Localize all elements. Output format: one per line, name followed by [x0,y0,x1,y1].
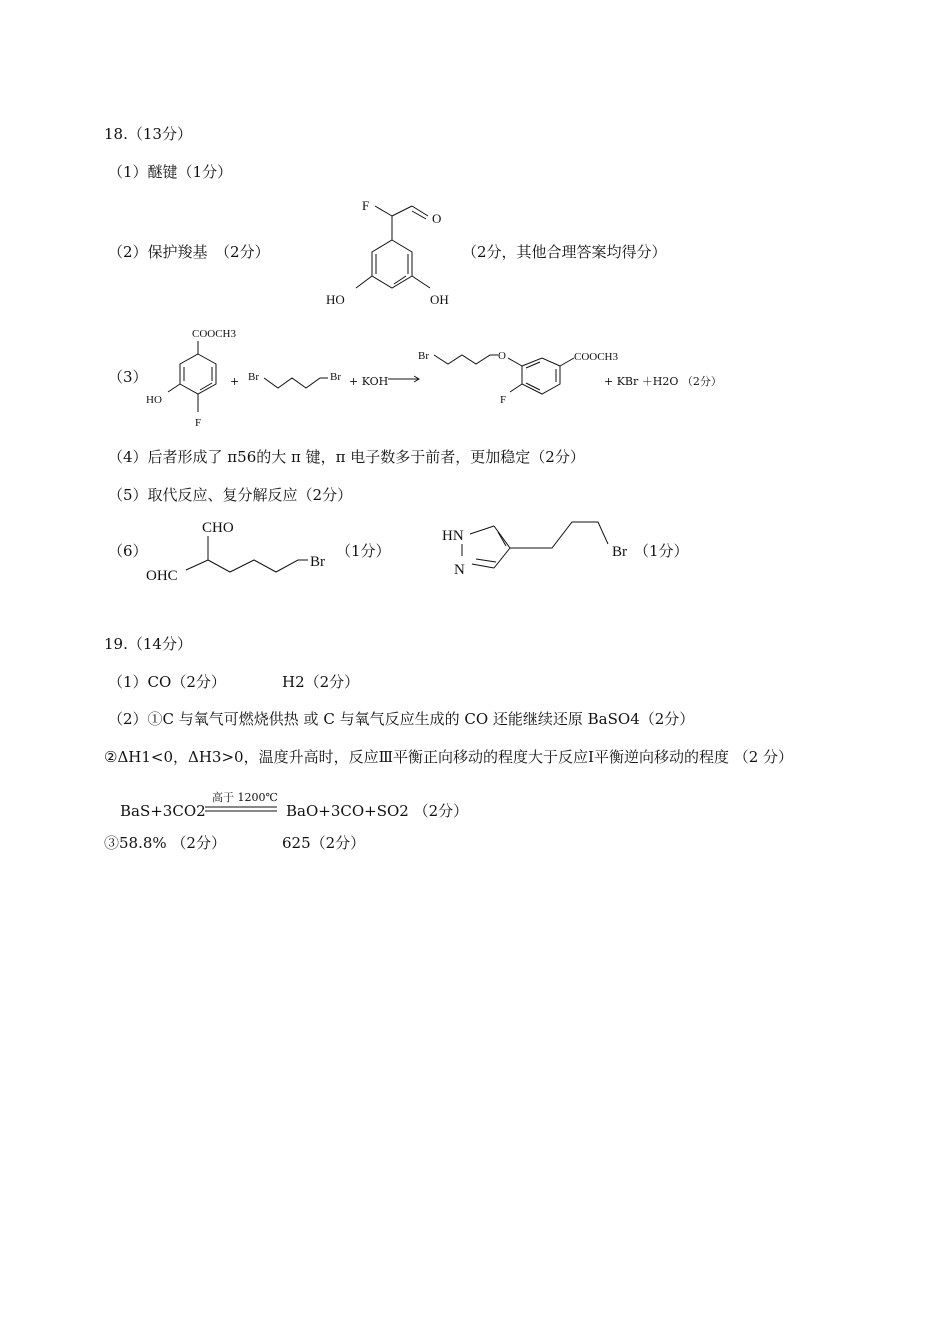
atom-oh: OH [430,292,449,307]
group-cooch3: COOCH3 [574,351,619,363]
q19-answer-3b: 625（2分） [282,834,366,852]
atom-br-2: Br [330,371,341,383]
q18-answer-5: （5）取代反应、复分解反应（2分） [108,486,353,504]
q18-header: 18.（13分） [104,125,192,143]
q18-answer-3-label: （3） [108,368,148,386]
q19-answer-2b: ②ΔH1<0，ΔH3>0，温度升高时，反应Ⅲ平衡正向移动的程度大于反应Ⅰ平衡逆向移动的程度 （2 分） [104,748,794,766]
atom-f: F [362,198,370,213]
q18-answer-3-tail: + KBr ＋H2O （2分） [604,375,722,388]
atom-f: F [195,417,202,429]
q19-answer-3a: ③58.8% （2分） [104,834,226,852]
group-ho: HO [146,394,162,406]
atom-o: O [498,350,506,362]
q18-plus: + [230,375,240,388]
q19-answer-2: （2）①C 与氧气可燃烧供热 或 C 与氧气反应生成的 CO 还能继续还原 BaSO4（2分） [108,710,695,728]
q18-structure-6a [140,514,340,588]
q19-header: 19.（14分） [104,635,192,653]
atom-br: Br [310,554,325,570]
q18-answer-6-score-2: （1分） [634,542,689,560]
q18-product-structure [414,342,634,408]
equation-condition: 高于 1200℃ [212,791,278,804]
atom-n: N [454,562,465,578]
equation-equals-sign [205,806,279,814]
equation-right: BaO+3CO+SO2 （2分） [286,802,469,820]
q18-answer-2-note: （2分，其他合理答案均得分） [462,243,667,261]
q19-answer-1a: （1）CO（2分） [108,673,226,691]
atom-br: Br [418,350,429,362]
equation-left: BaS+3CO2 [120,802,206,820]
q18-answer-4: （4）后者形成了 π56的大 π 键，π 电子数多于前者，更加稳定（2分） [108,448,585,466]
group-hn: HN [442,528,464,544]
atom-br: Br [612,544,627,560]
q18-dibromopropane-structure [246,364,356,394]
q18-structure-2 [320,192,460,312]
q19-answer-1b: H2（2分） [282,673,360,691]
atom-br-1: Br [248,371,259,383]
group-cooch3: COOCH3 [192,328,237,340]
atom-o: O [432,211,442,226]
q18-answer-1: （1）醚键（1分） [108,163,233,181]
atom-ho: HO [326,292,345,307]
atom-f: F [500,394,507,406]
q18-koh: + KOH [349,375,389,388]
q18-answer-6-label: （6） [108,542,148,560]
q18-answer-6-score-1: （1分） [336,542,391,560]
group-cho: CHO [202,520,234,536]
q18-structure-6b [436,516,636,580]
q18-answer-2: （2）保护羧基 （2分） [108,243,270,261]
group-ohc: OHC [146,568,178,584]
